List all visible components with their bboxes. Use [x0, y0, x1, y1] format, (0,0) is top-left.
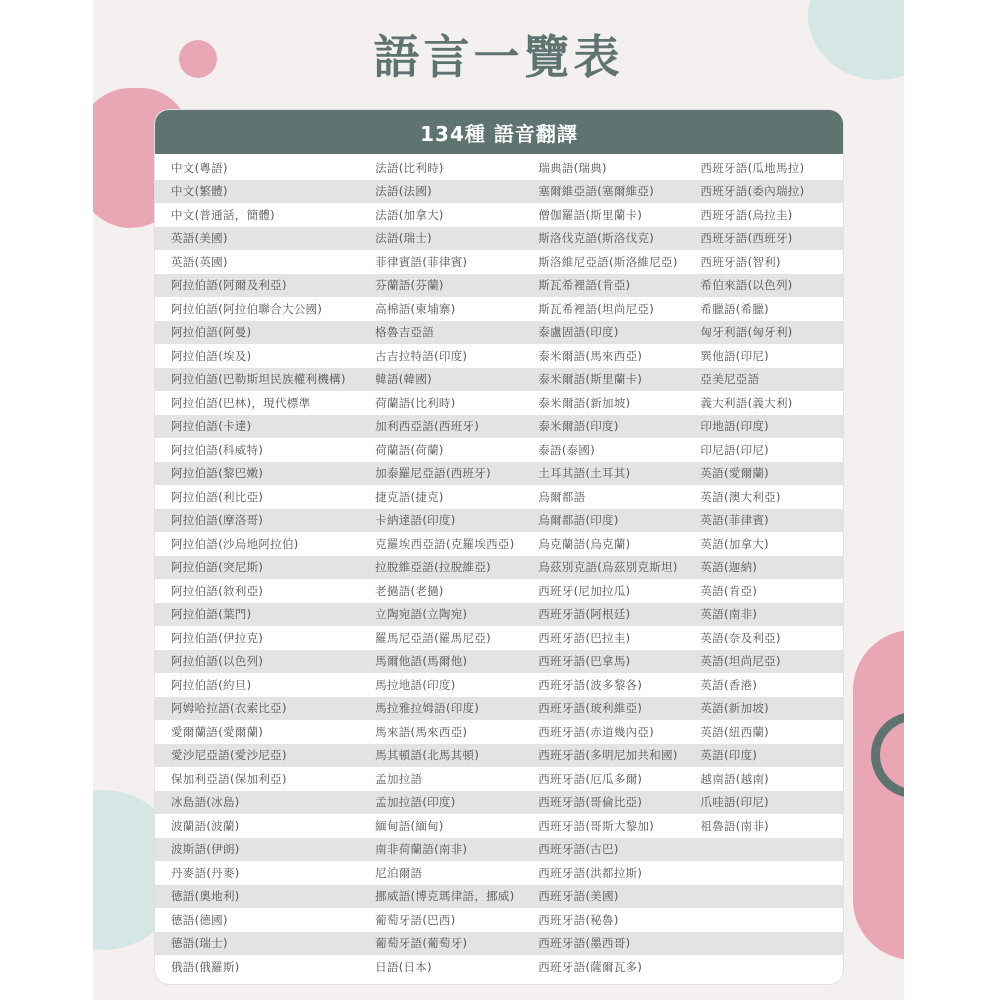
language-cell: 土耳其語(土耳其) [538, 466, 631, 481]
table-row [155, 462, 843, 486]
language-cell: 阿姆哈拉語(衣索比亞) [171, 701, 287, 716]
language-cell: 西班牙語(巴拉圭) [538, 630, 631, 645]
language-cell: 英語(加拿大) [700, 536, 769, 551]
language-cell: 阿拉伯語(科威特) [171, 442, 264, 457]
language-cell: 英語(紐西蘭) [700, 724, 769, 739]
language-cell: 阿拉伯語(阿拉伯聯合大公國) [171, 301, 323, 316]
language-cell: 西班牙語(瓜地馬拉) [700, 160, 805, 175]
language-cell: 爪哇語(印尼) [700, 795, 769, 810]
language-cell: 泰米爾語(斯里蘭卡) [538, 372, 643, 387]
language-cell: 阿拉伯語(突尼斯) [171, 560, 264, 575]
language-cell: 西班牙(尼加拉瓜) [538, 583, 631, 598]
language-cell: 英語(坦尚尼亞) [700, 654, 781, 669]
language-cell: 日語(日本) [375, 959, 432, 974]
language-cell: 古吉拉特語(印度) [375, 348, 468, 363]
language-cell: 西班牙語(哥斯大黎加) [538, 818, 655, 833]
language-cell: 西班牙語(秘魯) [538, 912, 619, 927]
table-row [155, 626, 843, 650]
table-row [155, 438, 843, 462]
table-row [155, 814, 843, 838]
language-cell: 法語(瑞士) [375, 231, 432, 246]
language-cell: 捷克語(捷克) [375, 489, 444, 504]
language-cell: 馬其頓語(北馬其頓) [375, 748, 480, 763]
language-cell: 英語(肯亞) [700, 583, 758, 598]
language-cell: 老撾語(老撾) [375, 583, 444, 598]
language-cell: 西班牙語(西班牙) [700, 231, 793, 246]
language-cell: 德語(瑞士) [171, 936, 228, 951]
language-cell: 印地語(印度) [700, 419, 769, 434]
language-cell: 俄語(俄羅斯) [171, 959, 240, 974]
language-cell: 西班牙語(阿根廷) [538, 607, 631, 622]
poster-page [93, 0, 904, 1000]
table-row [155, 321, 843, 345]
language-cell: 英語(菲律賓) [700, 513, 769, 528]
language-cell: 菲律賓語(菲律賓) [375, 254, 468, 269]
language-cell: 韓語(韓國) [375, 372, 432, 387]
language-cell: 西班牙語(赤道幾內亞) [538, 724, 655, 739]
table-row [155, 744, 843, 768]
language-cell: 馬拉雅拉姆語(印度) [375, 701, 480, 716]
language-cell: 德語(德國) [171, 912, 228, 927]
table-row [155, 579, 843, 603]
language-cell: 馬來語(馬來西亞) [375, 724, 468, 739]
language-cell: 阿拉伯語(阿爾及利亞) [171, 278, 287, 293]
language-cell: 波蘭語(波蘭) [171, 818, 240, 833]
language-cell: 保加利亞語(保加利亞) [171, 771, 287, 786]
language-cell: 祖魯語(南非) [700, 818, 769, 833]
language-cell: 瑞典語(瑞典) [538, 160, 607, 175]
language-cell: 緬甸語(緬甸) [375, 818, 444, 833]
table-row [155, 203, 843, 227]
language-cell: 英語(愛爾蘭) [700, 466, 769, 481]
language-cell: 立陶宛語(立陶宛) [375, 607, 468, 622]
language-cell: 英語(奈及利亞) [700, 630, 781, 645]
language-cell: 西班牙語(哥倫比亞) [538, 795, 643, 810]
language-card [155, 110, 843, 984]
table-row [155, 297, 843, 321]
language-cell: 西班牙語(薩爾瓦多) [538, 959, 643, 974]
language-cell: 匈牙利語(匈牙利) [700, 325, 793, 340]
table-row [155, 180, 843, 204]
language-cell: 英語(美國) [171, 231, 228, 246]
table-row [155, 485, 843, 509]
language-cell: 西班牙語(厄瓜多爾) [538, 771, 643, 786]
language-cell: 法語(比利時) [375, 160, 444, 175]
language-cell: 亞美尼亞語 [700, 372, 760, 387]
page-title: 語言一覽表 [373, 30, 624, 84]
language-cell: 中文(繁體) [171, 184, 228, 199]
language-cell: 葡萄牙語(巴西) [375, 912, 456, 927]
language-cell: 阿拉伯語(沙烏地阿拉伯) [171, 536, 299, 551]
language-cell: 阿拉伯語(伊拉克) [171, 630, 264, 645]
language-cell: 烏克蘭語(烏克蘭) [538, 536, 631, 551]
language-cell: 英語(英國) [171, 254, 228, 269]
language-cell: 馬拉地語(印度) [375, 677, 456, 692]
language-cell: 斯瓦希裡語(肯亞) [538, 278, 631, 293]
language-cell: 德語(奧地利) [171, 889, 240, 904]
table-row [155, 227, 843, 251]
language-cell: 加泰羅尼亞語(西班牙) [375, 466, 491, 481]
language-cell: 阿拉伯語(阿曼) [171, 325, 252, 340]
language-cell: 法語(加拿大) [375, 207, 444, 222]
language-cell: 法語(法國) [375, 184, 432, 199]
table-row [155, 509, 843, 533]
table-row [155, 650, 843, 674]
language-cell: 西班牙語(巴拿馬) [538, 654, 631, 669]
language-cell: 荷蘭語(荷蘭) [375, 442, 444, 457]
card-header: 134種 語音翻譯 [155, 110, 843, 154]
language-cell: 泰盧固語(印度) [538, 325, 619, 340]
language-cell: 泰米爾語(印度) [538, 419, 619, 434]
language-cell: 格魯吉亞語 [375, 325, 435, 340]
language-cell: 阿拉伯語(敘利亞) [171, 583, 264, 598]
language-cell: 泰米爾語(新加坡) [538, 395, 631, 410]
language-cell: 孟加拉語(印度) [375, 795, 456, 810]
language-cell: 泰米爾語(馬來西亞) [538, 348, 643, 363]
language-cell: 巽他語(印尼) [700, 348, 769, 363]
table-row [155, 932, 843, 956]
language-cell: 烏爾都語(印度) [538, 513, 619, 528]
language-cell: 英語(香港) [700, 677, 758, 692]
language-cell: 馬爾他語(馬爾他) [375, 654, 468, 669]
language-cell: 西班牙語(烏拉圭) [700, 207, 793, 222]
language-cell: 印尼語(印尼) [700, 442, 769, 457]
language-cell: 烏茲別克語(烏茲別克斯坦) [538, 560, 678, 575]
table-row [155, 720, 843, 744]
language-cell: 孟加拉語 [375, 771, 423, 786]
language-cell: 西班牙語(墨西哥) [538, 936, 631, 951]
language-cell: 西班牙語(玻利維亞) [538, 701, 643, 716]
table-row [155, 274, 843, 298]
table-row [155, 556, 843, 580]
language-cell: 英語(新加坡) [700, 701, 769, 716]
table-row [155, 368, 843, 392]
language-cell: 挪威語(博克瑪律語，挪威) [375, 889, 515, 904]
language-cell: 希臘語(希臘) [700, 301, 769, 316]
language-cell: 西班牙語(美國) [538, 889, 619, 904]
language-cell: 西班牙語(洪都拉斯) [538, 865, 643, 880]
table-row [155, 156, 843, 180]
language-cell: 高棉語(柬埔寨) [375, 301, 456, 316]
language-cell: 荷蘭語(比利時) [375, 395, 456, 410]
language-cell: 葡萄牙語(葡萄牙) [375, 936, 468, 951]
language-cell: 冰島語(冰島) [171, 795, 240, 810]
language-cell: 英語(南非) [700, 607, 758, 622]
language-cell: 尼泊爾語 [375, 865, 423, 880]
table-row [155, 955, 843, 979]
language-cell: 阿拉伯語(埃及) [171, 348, 252, 363]
table-row [155, 415, 843, 439]
language-cell: 西班牙語(古巴) [538, 842, 619, 857]
table-row [155, 603, 843, 627]
language-cell: 南非荷蘭語(南非) [375, 842, 468, 857]
language-cell: 羅馬尼亞語(羅馬尼亞) [375, 630, 491, 645]
table-row [155, 344, 843, 368]
language-cell: 阿拉伯語(巴林)，現代標準 [171, 395, 311, 410]
language-cell: 西班牙語(多明尼加共和國) [538, 748, 678, 763]
decorative-pink-blob-right [853, 630, 904, 960]
language-cell: 芬蘭語(芬蘭) [375, 278, 444, 293]
language-cell: 阿拉伯語(利比亞) [171, 489, 264, 504]
language-cell: 烏爾都語 [538, 489, 586, 504]
language-cell: 克羅埃西亞語(克羅埃西亞) [375, 536, 515, 551]
language-cell: 阿拉伯語(以色列) [171, 654, 264, 669]
language-cell: 阿拉伯語(巴勒斯坦民族權利機構) [171, 372, 346, 387]
language-cell: 西班牙語(波多黎各) [538, 677, 643, 692]
table-row [155, 767, 843, 791]
language-cell: 希伯來語(以色列) [700, 278, 793, 293]
language-cell: 泰語(泰國) [538, 442, 596, 457]
language-cell: 波斯語(伊朗) [171, 842, 240, 857]
table-row [155, 908, 843, 932]
language-cell: 越南語(越南) [700, 771, 769, 786]
language-cell: 西班牙語(智利) [700, 254, 781, 269]
language-cell: 義大利語(義大利) [700, 395, 793, 410]
language-cell: 卡納達語(印度) [375, 513, 456, 528]
language-cell: 僧伽羅語(斯里蘭卡) [538, 207, 643, 222]
language-cell: 西班牙語(委內瑞拉) [700, 184, 805, 199]
language-cell: 愛爾蘭語(愛爾蘭) [171, 724, 264, 739]
language-cell: 加利西亞語(西班牙) [375, 419, 480, 434]
language-cell: 中文(粵語) [171, 160, 228, 175]
language-cell: 阿拉伯語(卡達) [171, 419, 252, 434]
language-cell: 英語(澳大利亞) [700, 489, 781, 504]
language-cell: 阿拉伯語(黎巴嫩) [171, 466, 264, 481]
language-cell: 英語(迦納) [700, 560, 758, 575]
language-cell: 愛沙尼亞語(愛沙尼亞) [171, 748, 287, 763]
language-table [155, 156, 843, 979]
language-cell: 阿拉伯語(摩洛哥) [171, 513, 264, 528]
table-row [155, 391, 843, 415]
language-cell: 拉脫維亞語(拉脫維亞) [375, 560, 491, 575]
table-row [155, 250, 843, 274]
language-cell: 斯瓦希裡語(坦尚尼亞) [538, 301, 655, 316]
table-row [155, 861, 843, 885]
table-row [155, 697, 843, 721]
table-row [155, 885, 843, 909]
language-cell: 英語(印度) [700, 748, 758, 763]
language-cell: 中文(普通話，簡體) [171, 207, 275, 222]
language-cell: 斯洛維尼亞語(斯洛維尼亞) [538, 254, 678, 269]
table-row [155, 838, 843, 862]
language-cell: 丹麥語(丹麥) [171, 865, 240, 880]
language-cell: 斯洛伐克語(斯洛伐克) [538, 231, 655, 246]
language-cell: 塞爾維亞語(塞爾維亞) [538, 184, 655, 199]
table-row [155, 532, 843, 556]
language-cell: 阿拉伯語(葉門) [171, 607, 252, 622]
table-row [155, 791, 843, 815]
language-cell: 阿拉伯語(約旦) [171, 677, 252, 692]
table-row [155, 673, 843, 697]
